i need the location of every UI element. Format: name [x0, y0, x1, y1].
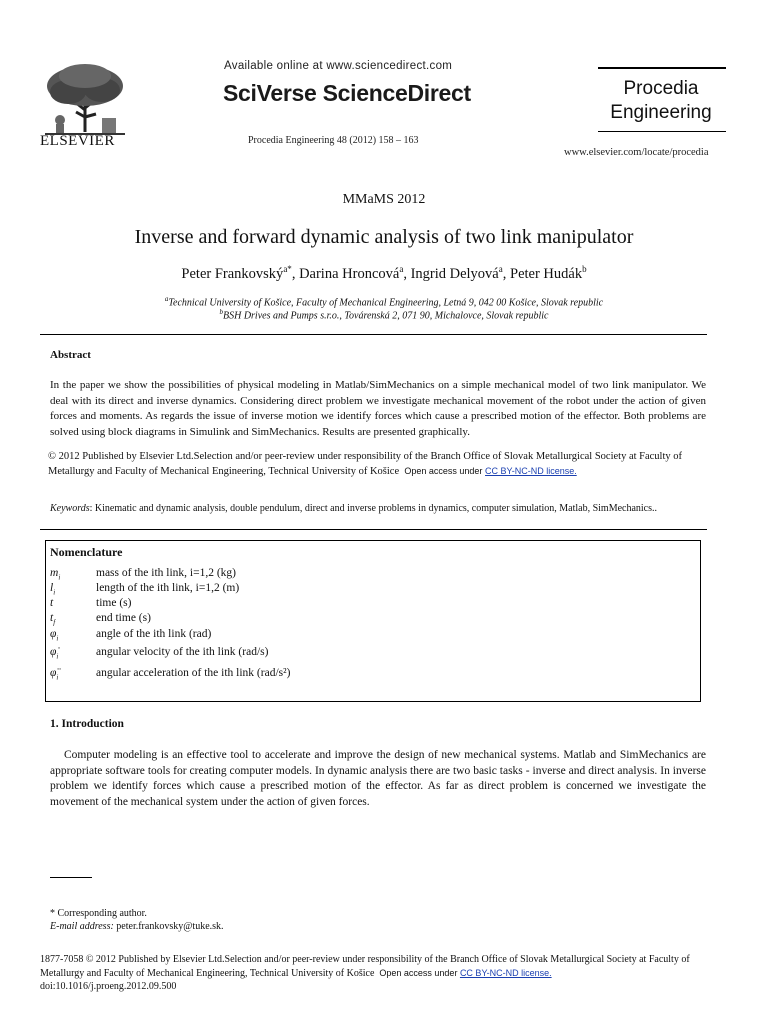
- journal-box-rule: [598, 67, 726, 69]
- author-affil-mark: a: [399, 264, 404, 274]
- journal-name-line2: Engineering: [610, 102, 712, 123]
- journal-url-link[interactable]: www.elsevier.com/locate/procedia: [564, 147, 709, 158]
- nomenclature-symbol: $l_i$: [50, 582, 56, 597]
- author-affil-mark: b: [582, 264, 587, 274]
- affiliation-text: BSH Drives and Pumps s.r.o., Továrenská 2, 071 90, Michalovce, Slovak republic: [222, 310, 549, 322]
- keywords-text: : Kinematic and dynamic analysis, double pendulum, direct and inverse problems in dynamics, computer simulation, Matlab, SimMechanics..: [89, 503, 658, 514]
- license-link[interactable]: CC BY-NC-ND license.: [485, 466, 577, 476]
- paper-title: Inverse and forward dynamic analysis of two link manipulator: [134, 226, 634, 248]
- nomenclature-description: length of the ith link, i=1,2 (m): [96, 582, 240, 594]
- copyright-text: © 2012 Published by Elsevier Ltd.Selection and/or peer-review under responsibility of the Branch Office of Slovak Metallurgical Society at Faculty of Metallurgy and Faculty of Mechanical Engineering, Technical University of Košice: [48, 451, 683, 477]
- footer-license-link[interactable]: CC BY-NC-ND license.: [459, 967, 552, 978]
- section-divider: [40, 334, 707, 335]
- introduction-paragraph: Computer modeling is an effective tool to accelerate and improve the design of new mechanical systems. Matlab and SimMechanics are appropriate software tools for creating computer models. In dynamic analysis there are two basic tasks - inverse and direct analysis. In inverse problem we identify forces which cause a prescribed motion of the effector. As far as direct problem is concerned we investigate the movement of the mechanical system under the action of given forces.: [50, 749, 706, 808]
- availability-notice: Available online at www.sciencedirect.com: [224, 60, 453, 72]
- author-name: Ingrid Delyová: [410, 265, 499, 282]
- abstract-text: In the paper we show the possibilities of physical modeling in Matlab/SimMechanics on a simple mechanical model of two link manipulator. We deal with its direct and inverse dynamics. Considering direct problem we investigate mechanical movement of the robot under the action of given forces and moments. As regards the issue of inverse motion we identify forces which cause a prescribed motion of the effector. Both problems are solved using block diagrams in Simulink and SimMechanics. Results are presented graphically.: [50, 379, 706, 438]
- author-affil-mark: a*: [283, 264, 292, 274]
- nomenclature-symbol: $t_f$: [50, 612, 56, 627]
- affiliation: [0, 308, 768, 321]
- affiliation: [0, 295, 768, 308]
- email-address[interactable]: peter.frankovsky@tuke.sk.: [113, 921, 224, 932]
- keywords: [50, 503, 710, 514]
- affiliation-mark: b: [219, 308, 223, 316]
- corresponding-author-note: * Corresponding author.: [50, 908, 147, 919]
- nomenclature-description: angular velocity of the ith link (rad/s): [96, 646, 269, 658]
- author-list: [0, 264, 768, 283]
- nomenclature-description: mass of the ith link, i=1,2 (kg): [96, 567, 236, 579]
- author-affil-mark: a: [498, 264, 503, 274]
- nomenclature-description: angle of the ith link (rad): [96, 628, 212, 640]
- conference-name: MMaMS 2012: [342, 192, 426, 207]
- nomenclature-symbol: $m_i$: [50, 567, 61, 582]
- nomenclature-symbol: $\varphi̇_i$: [50, 646, 59, 661]
- nomenclature-description: angular acceleration of the ith link (rad/s²): [96, 667, 291, 679]
- author-name: Darina Hroncová: [299, 265, 400, 282]
- footnote-divider: [50, 877, 92, 878]
- footer-doi[interactable]: doi:10.1016/j.proeng.2012.09.500: [40, 981, 177, 992]
- nomenclature-description: time (s): [96, 597, 132, 609]
- nomenclature-symbol: t: [50, 597, 54, 609]
- footer-copyright: 1877-7058 © 2012 Published by Elsevier Ltd.Selection and/or peer-review under responsibility of the Branch Office of Slovak Metallurgical Society at Faculty of Metallurgy and Faculty of Mechanical Engineering, Technical University of Košice: [40, 954, 690, 979]
- brand-title: SciVerse ScienceDirect: [223, 80, 471, 106]
- copyright-notice: [48, 449, 708, 479]
- author-name: Peter Hudák: [510, 265, 583, 282]
- affiliation-mark: a: [164, 295, 169, 303]
- open-access-label: Open access under: [404, 466, 483, 476]
- email-note: [50, 921, 224, 932]
- author-name: Peter Frankovský: [181, 265, 284, 282]
- section-heading-introduction: 1. Introduction: [50, 718, 124, 730]
- footer-open-access-label: Open access under: [379, 967, 458, 978]
- author-separator: ,: [502, 265, 510, 282]
- abstract-heading: Abstract: [50, 349, 91, 361]
- keywords-label: Keywords: [50, 503, 90, 514]
- journal-citation: Procedia Engineering 48 (2012) 158 – 163: [248, 135, 419, 146]
- author-separator: ,: [403, 265, 411, 282]
- nomenclature-description: end time (s): [96, 612, 151, 624]
- journal-name-line1: Procedia: [623, 78, 699, 99]
- section-divider: [40, 529, 707, 530]
- page-footer: [40, 953, 730, 994]
- affiliation-text: Technical University of Košice, Faculty of Mechanical Engineering, Letná 9, 042 00 Košice, Slovak republic: [168, 297, 604, 309]
- journal-name: [600, 77, 722, 125]
- nomenclature-symbol: $\varphi_i$: [50, 628, 59, 643]
- nomenclature-title: Nomenclature: [50, 545, 123, 559]
- journal-box-rule-bottom: [598, 131, 726, 132]
- nomenclature-symbol: $\varphï_i$: [50, 667, 59, 682]
- email-label: E-mail address:: [50, 921, 114, 932]
- author-separator: ,: [291, 265, 300, 282]
- publisher-name: ELSEVIER: [40, 133, 115, 149]
